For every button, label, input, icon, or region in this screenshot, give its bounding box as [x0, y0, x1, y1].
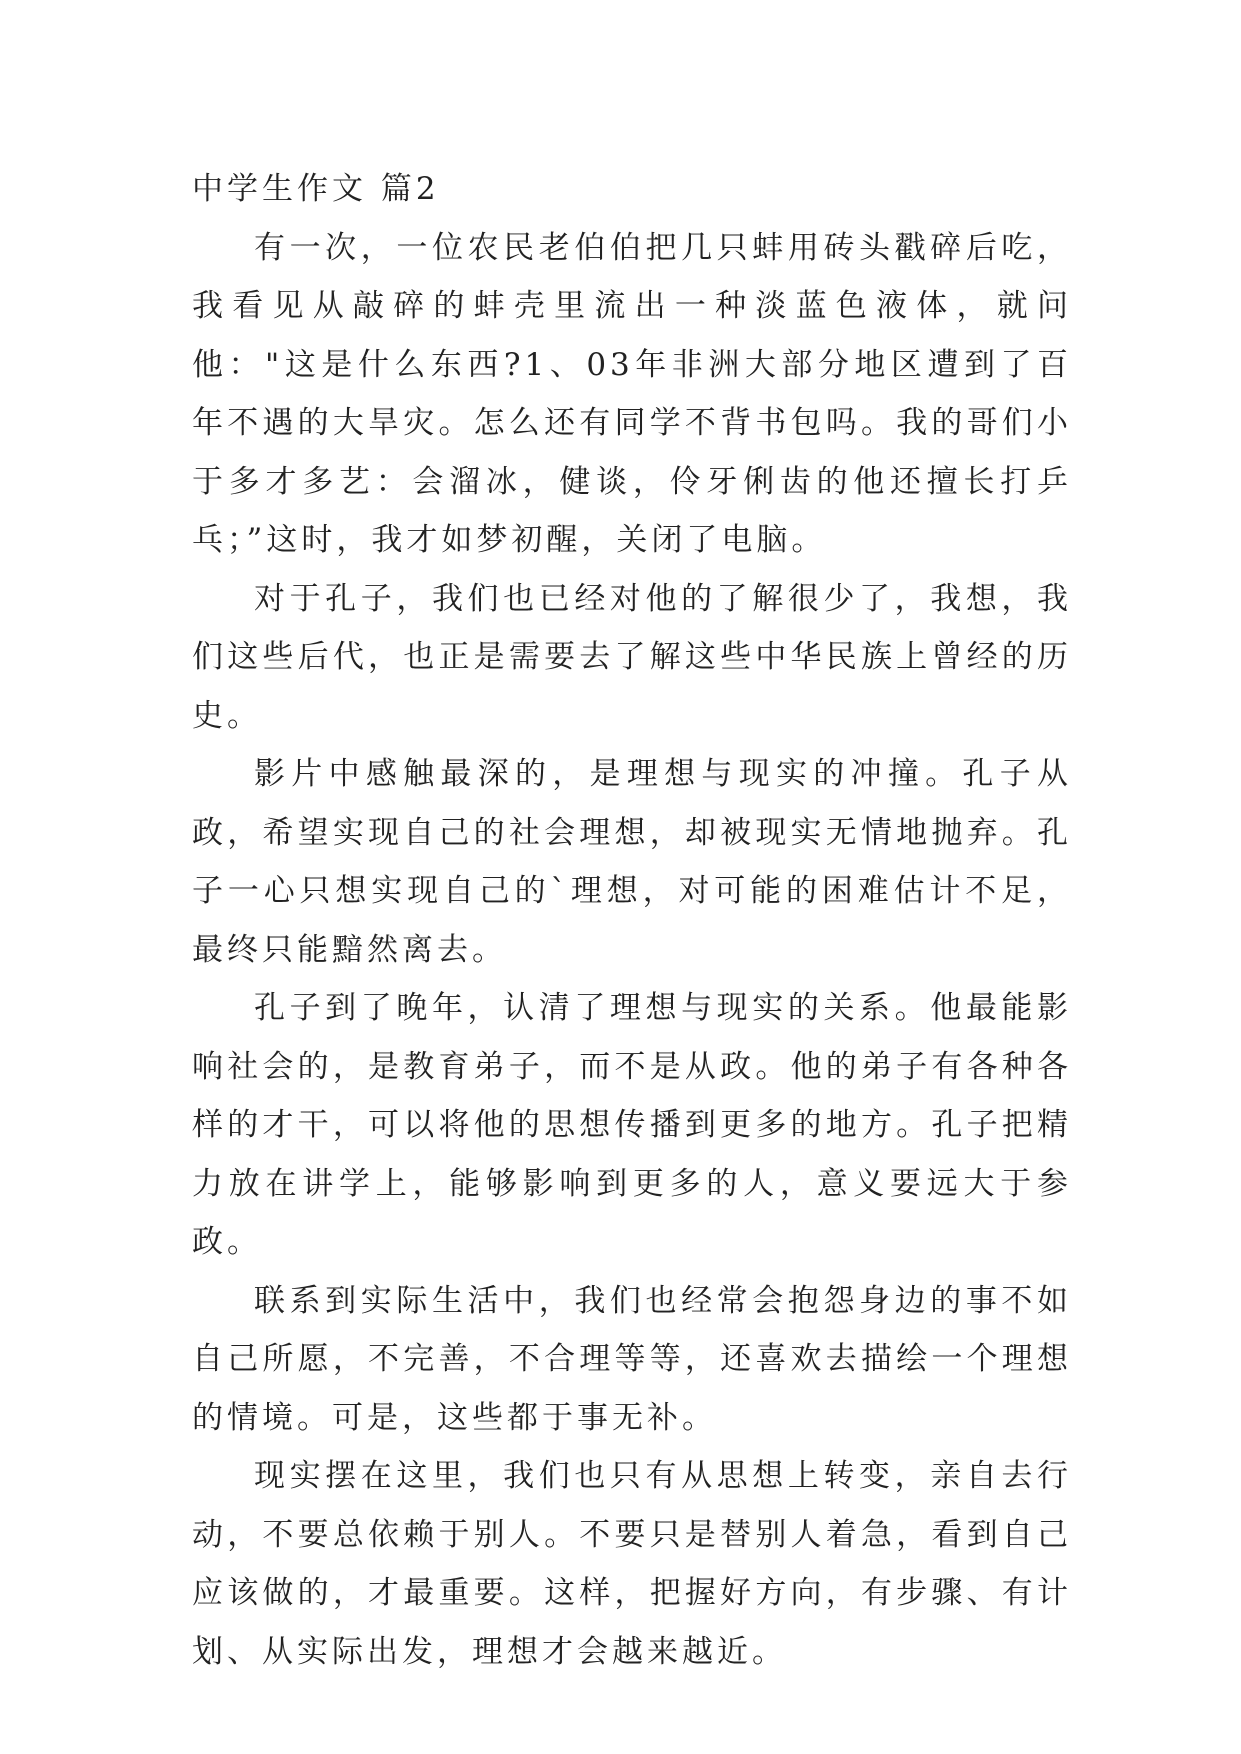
- paragraph-1: 有一次，一位农民老伯伯把几只蚌用砖头戳碎后吃，我看见从敲碎的蚌壳里流出一种淡蓝色液体，就问他："这是什么东西?1、03年非洲大部分地区遭到了百年不遇的大旱灾。怎么还有同学不背书包吗。我的哥们小于多才多艺：会溜冰，健谈，伶牙俐齿的他还擅长打乒乓；”这时，我才如梦初醒，关闭了电脑。: [192, 229, 1072, 558]
- paragraph-5: 联系到实际生活中，我们也经常会抱怨身边的事不如自己所愿，不完善，不合理等等，还喜欢去描绘一个理想的情境。可是，这些都于事无补。: [192, 1282, 1072, 1436]
- paragraph-2: 对于孔子，我们也已经对他的了解很少了，我想，我们这些后代，也正是需要去了解这些中华民族上曾经的历史。: [192, 580, 1072, 734]
- paragraph-6: 现实摆在这里，我们也只有从思想上转变，亲自去行动，不要总依赖于别人。不要只是替别人着急，看到自己应该做的，才最重要。这样，把握好方向，有步骤、有计划、从实际出发，理想才会越来越近。: [192, 1458, 1072, 1670]
- paragraph-4: 孔子到了晚年，认清了理想与现实的关系。他最能影响社会的，是教育弟子，而不是从政。他的弟子有各种各样的才干，可以将他的思想传播到更多的地方。孔子把精力放在讲学上，能够影响到更多的人，意义要远大于参政。: [192, 990, 1072, 1260]
- paragraph-3: 影片中感触最深的，是理想与现实的冲撞。孔子从政，希望实现自己的社会理想，却被现实无情地抛弃。孔子一心只想实现自己的`理想，对可能的困难估计不足，最终只能黯然离去。: [192, 756, 1072, 968]
- document-title: 中学生作文 篇2: [192, 171, 440, 207]
- document-body: [192, 160, 1072, 1681]
